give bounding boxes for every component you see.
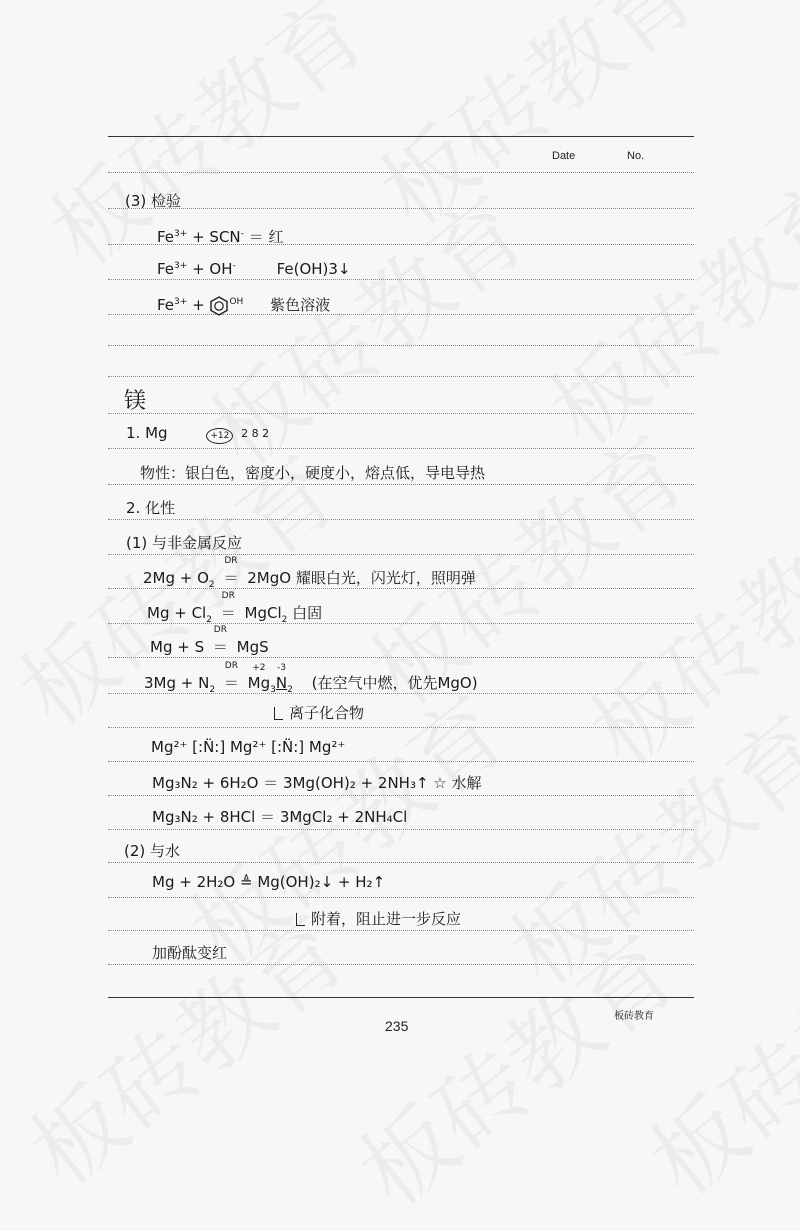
condition-label: DR	[224, 556, 238, 566]
oh-group: OH	[229, 297, 244, 307]
ruled-line	[108, 376, 694, 377]
no-label: No.	[627, 150, 645, 162]
reactants: 2Mg + O	[143, 569, 209, 587]
ruled-line	[108, 862, 694, 863]
ruled-line	[108, 448, 694, 449]
ruled-line	[108, 795, 694, 796]
ruled-line	[108, 279, 694, 280]
result: ＝ 红	[243, 228, 284, 246]
reactants: 3Mg + N	[144, 674, 210, 692]
subscript: 2	[281, 615, 288, 625]
ruled-line	[108, 519, 694, 520]
physical-properties: 物性：银白色，密度小，硬度小，熔点低，导电导热	[140, 464, 486, 482]
precipitate: Fe(OH)3↓	[276, 260, 351, 278]
chemical-properties-heading: 2. 化性	[126, 499, 176, 517]
fe-oh-equation	[157, 260, 351, 278]
watermark	[18, 0, 389, 291]
charge: 3+	[174, 297, 188, 307]
n-with-oxidation	[275, 663, 288, 692]
water-reaction: Mg + 2H₂O ≜ Mg(OH)₂↓ + H₂↑	[152, 873, 386, 891]
charge: -	[232, 261, 236, 271]
hydrolysis-reaction: Mg₃N₂ + 6H₂O ＝ 3Mg(OH)₂ + 2NH₃↑ ☆ 水解	[152, 774, 482, 792]
condition-arrow: ＝ DR	[220, 591, 236, 622]
fe-symbol: Fe	[157, 228, 175, 246]
oxidation-state: -3	[276, 663, 286, 673]
electron-shells: 2 8 2	[241, 427, 270, 440]
ionic-label: 离子化合物	[289, 704, 365, 722]
ruled-line	[108, 588, 694, 589]
plus: +	[187, 296, 210, 314]
subscript: 3	[270, 685, 276, 695]
subscript: 2	[209, 685, 216, 695]
product: MgS	[236, 638, 269, 656]
subscript: 2	[287, 685, 293, 695]
watermark	[618, 891, 800, 1222]
reagent: + OH	[187, 260, 233, 278]
section-2-heading: (2) 与水	[124, 842, 181, 860]
ruled-line	[108, 554, 694, 555]
date-label: Date	[552, 150, 576, 162]
ruled-line	[108, 208, 694, 209]
section-1-heading: (1) 与非金属反应	[126, 534, 243, 552]
ruled-line	[108, 484, 694, 485]
nucleus: +12	[206, 428, 233, 444]
footer-rule	[108, 997, 694, 998]
charge: 3+	[174, 261, 188, 271]
mg-with-oxidation	[247, 663, 271, 692]
condition-arrow: ＝ DR	[223, 556, 239, 587]
note: 白固	[287, 604, 323, 622]
result: 紫色溶液	[270, 296, 331, 314]
watermark	[478, 681, 800, 1012]
header-rule	[108, 136, 694, 137]
benzene-ring-icon	[209, 296, 229, 316]
mg-structure	[126, 424, 269, 444]
product: MgCl	[244, 604, 282, 622]
bracket-mark	[296, 913, 305, 926]
product: 2MgO 耀眼白光，闪光灯，照明弹	[247, 569, 476, 587]
condition-label: DR	[213, 625, 227, 635]
lewis-structure: Mg²⁺ [:N̈:] Mg²⁺ [:N̈:] Mg²⁺	[151, 738, 346, 756]
reactants: Mg + S	[150, 638, 205, 656]
fe-scn-equation	[157, 226, 283, 247]
watermark	[518, 141, 800, 472]
attachment-note	[296, 908, 461, 929]
charge: 3+	[174, 229, 188, 239]
ruled-line	[108, 623, 694, 624]
condition-label: DR	[221, 591, 235, 601]
fe-symbol: Fe	[157, 296, 175, 314]
ruled-line	[108, 761, 694, 762]
ruled-line	[108, 413, 694, 414]
ruled-line	[108, 964, 694, 965]
reagent: + SCN	[187, 228, 241, 246]
ionic-compound-note	[274, 702, 364, 723]
condition-arrow: ＝ DR	[212, 625, 228, 656]
watermark	[558, 461, 800, 792]
fe-symbol: Fe	[157, 260, 175, 278]
mg-label: 1. Mg	[126, 424, 168, 442]
section-3-heading: (3) 检验	[125, 192, 182, 210]
ruled-line	[108, 693, 694, 694]
hcl-reaction: Mg₃N₂ + 8HCl ＝ 3MgCl₂ + 2NH₄Cl	[152, 808, 408, 826]
ruled-line	[108, 829, 694, 830]
attachment-label: 附着，阻止进一步反应	[311, 910, 462, 928]
fe-phenol-equation	[157, 294, 330, 316]
condition-label: DR	[224, 661, 238, 671]
n-symbol: N	[275, 674, 288, 692]
mg-s-reaction	[150, 625, 269, 657]
footer-brand: 板砖教育	[614, 1011, 654, 1022]
mg-n2-reaction	[144, 661, 478, 695]
subscript: 2	[206, 615, 212, 625]
ruled-line	[108, 897, 694, 898]
note: (在空气中燃，优先MgO)	[311, 674, 478, 692]
oxidation-state: +2	[252, 663, 266, 673]
subscript: 2	[208, 580, 215, 590]
mg-o2-reaction	[143, 556, 476, 590]
watermark	[348, 0, 719, 251]
page-number: 235	[385, 1018, 409, 1034]
ruled-line	[108, 172, 694, 173]
charge: -	[240, 229, 244, 239]
ruled-line	[108, 345, 694, 346]
reactants: Mg + Cl	[147, 604, 207, 622]
phenolphthalein-note: 加酚酞变红	[152, 944, 228, 962]
bracket-mark	[274, 707, 283, 720]
ruled-line	[108, 727, 694, 728]
mg-cl2-reaction	[147, 591, 323, 625]
ruled-line	[108, 930, 694, 931]
title-magnesium: 镁	[124, 389, 147, 414]
mg-symbol: Mg	[247, 674, 271, 692]
ruled-line	[108, 657, 694, 658]
condition-arrow: ＝ DR	[223, 661, 239, 692]
watermark	[328, 901, 699, 1231]
